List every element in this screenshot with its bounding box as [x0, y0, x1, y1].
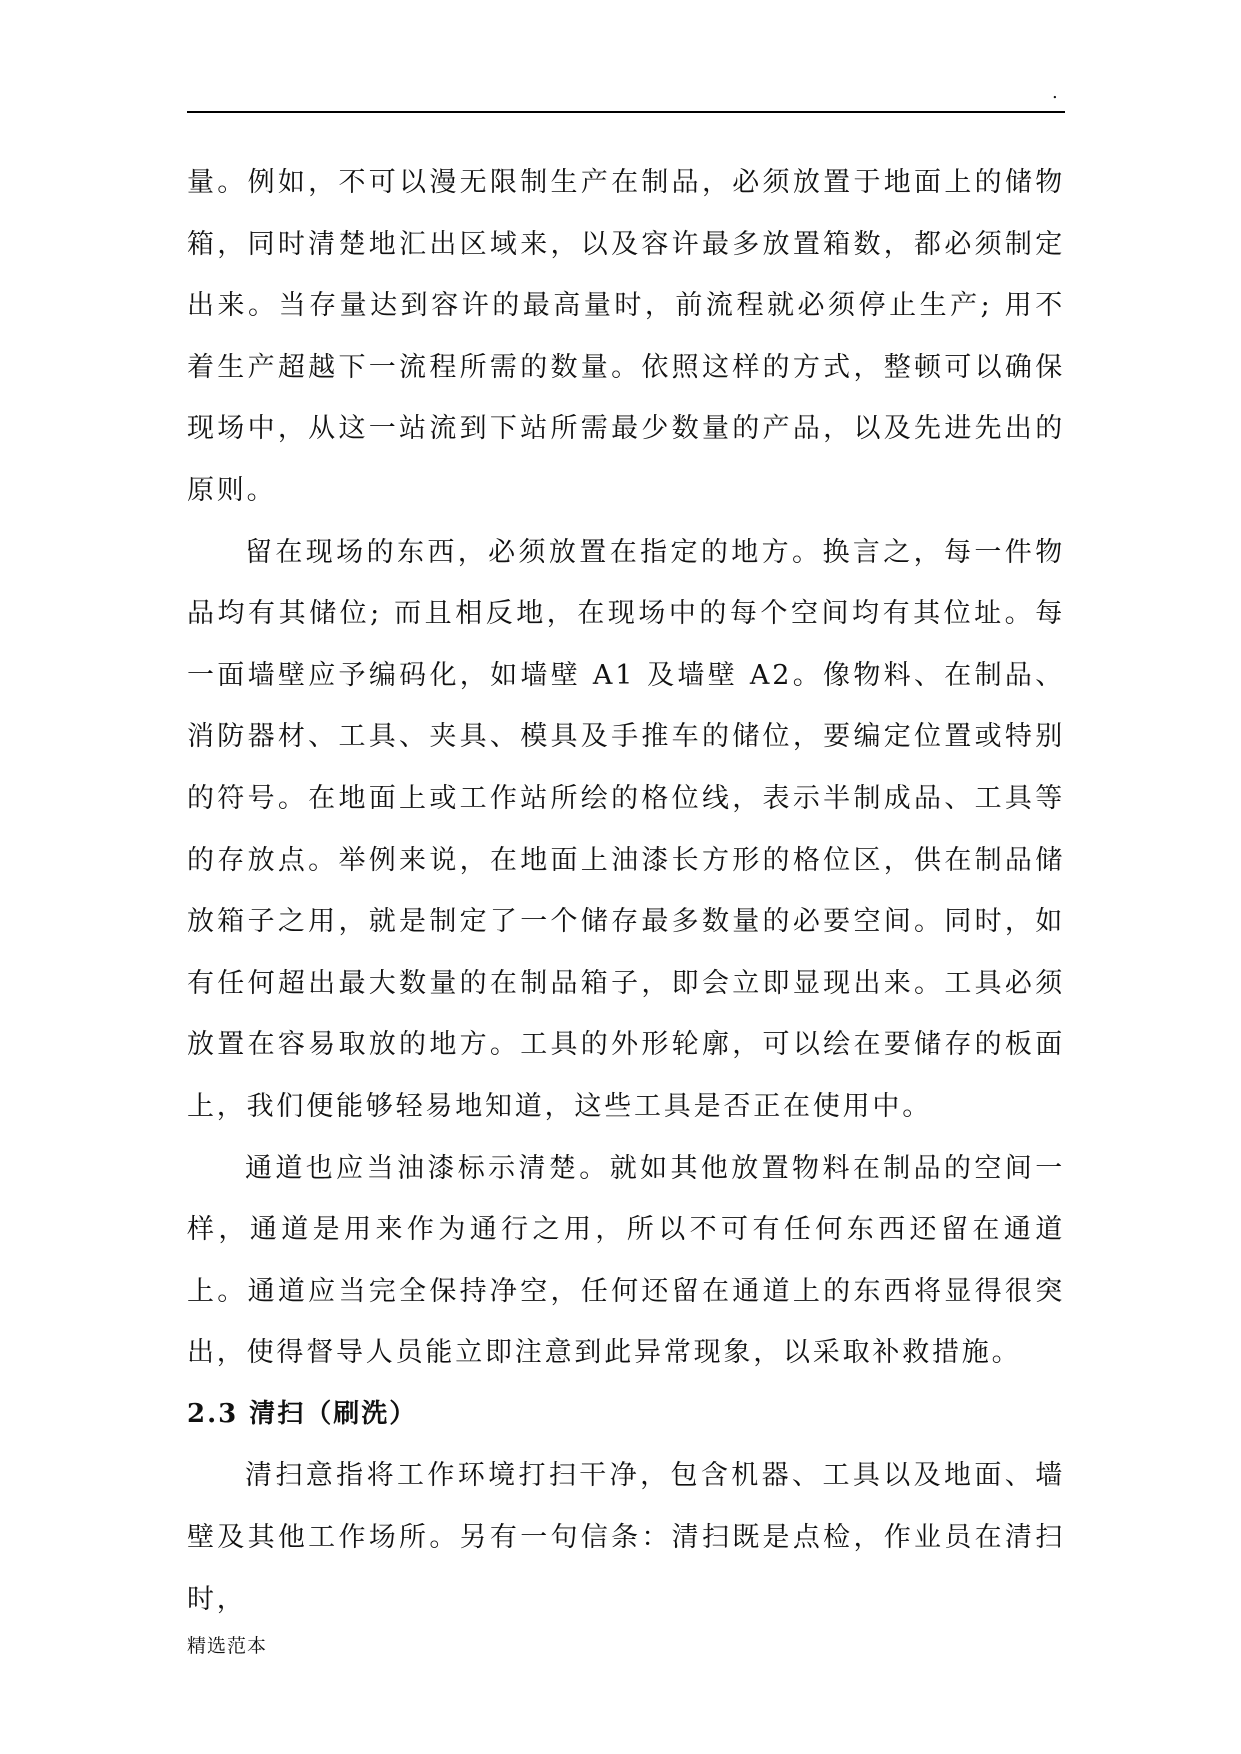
paragraph-aisles: 通道也应当油漆标示清楚。就如其他放置物料在制品的空间一样，通道是用来作为通行之用，所以不可有任何东西还留在通道上。通道应当完全保持净空，任何还留在通道上的东西将显得很突出，使得督导人员能立即注意到此异常现象，以采取补救措施。	[187, 1152, 1065, 1369]
paragraph-continuation: 量。例如，不可以漫无限制生产在制品，必须放置于地面上的储物箱，同时清楚地汇出区域来，以及容许最多放置箱数，都必须制定出来。当存量达到容许的最高量时，前流程就必须停止生产; 用不着生产超越下一流程所需的数量。依照这样的方式，整顿可以确保现场中，从这一站流到下站所需最少数量的产品，以及先进先出的原则。	[187, 167, 1065, 506]
header-rule	[187, 111, 1065, 113]
header-mark: .	[1052, 82, 1058, 103]
footer-label: 精选范本	[187, 1635, 268, 1657]
body-text	[187, 152, 1065, 1630]
paragraph-cleaning: 清扫意指将工作环境打扫干净，包含机器、工具以及地面、墙壁及其他工作场所。另有一句信条：清扫既是点检，作业员在清扫时，	[187, 1460, 1065, 1615]
section-heading: 2.3 清扫（刷洗）	[187, 1398, 418, 1429]
paragraph-storage-locations: 留在现场的东西，必须放置在指定的地方。换言之，每一件物品均有其储位; 而且相反地，在现场中的每个空间均有其位址。每一面墙壁应予编码化，如墙壁 A1 及墙壁 A2。像物料、在制品、消防器材、工具、夹具、模具及手推车的储位，要编定位置或特别的符号。在地面上或工作站所绘的格位线，表示半制成品、工具等的存放点。举例来说，在地面上油漆长方形的格位区，供在制品储放箱子之用，就是制定了一个储存最多数量的必要空间。同时，如有任何超出最大数量的在制品箱子，即会立即显现出来。工具必须放置在容易取放的地方。工具的外形轮廓，可以绘在要储存的板面上，我们便能够轻易地知道，这些工具是否正在使用中。	[187, 536, 1065, 1122]
